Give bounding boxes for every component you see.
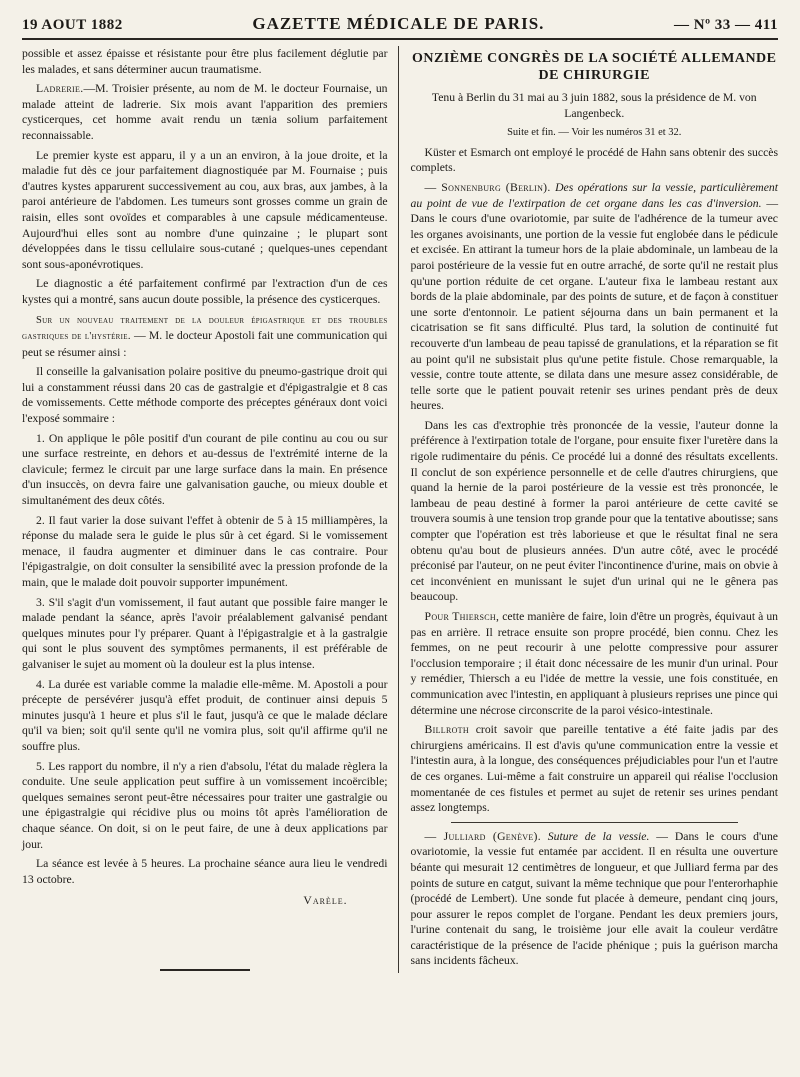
- paragraph: 4. La durée est variable comme la maladie elle-même. M. Apostoli a pour précepte de persévérer jusqu'à effet produit, de continuer ainsi depuis 5 minutes jusqu'à 1 heure et plus s'il le faut, jusqu'à ce que le malade déclare qu'il va bien; soit qu'il sente qu'il ne vomira plus, soit qu'il affirme qu'il ne souffre plus.: [22, 677, 388, 753]
- section-heading: Billroth: [424, 723, 469, 737]
- article-subtitle: Tenu à Berlin du 31 mai au 3 juin 1882, sous la présidence de M. von Langenbeck.: [431, 91, 757, 120]
- section-heading: Ladrerie.: [36, 82, 84, 96]
- left-column: [22, 46, 399, 973]
- article-title: ONZIÈME CONGRÈS DE LA SOCIÉTÉ ALLEMANDE DE CHIRURGIE: [411, 51, 777, 83]
- paragraph: possible et assez épaisse et résistante pour être plus facilement déglutie par les malades, et sans déterminer aucun traumatisme.: [22, 47, 388, 76]
- paragraph: Il conseille la galvanisation polaire positive du pneumo-gastrique droit qui lui a constamment réussi dans 20 cas de gastralgie et d'épigastralgie et 8 cas de vomissements. Cette méthode comporte des préceptes généraux dont voici l'exposé sommaire :: [22, 365, 388, 426]
- paragraph-text: —M. Troisier présente, au nom de M. le docteur Fournaise, un malade atteint de ladrerie. Six mois avant l'apparition des premiers cysticerques, cet homme avait rendu un tænia solium parfaitement reconnaissable.: [22, 82, 388, 142]
- paragraph-text: — Dans le cours d'une ovariotomie, la vessie fut entamée par accident. Il en résulta une ouverture béante qui mesurait 12 centimètres de longueur, et que Julliard ferma par des points de suture en catgut, suivant la même technique que pour l'enterorhaphie (procédé de Lembert). Une sonde fut placée à demeure, pendant cinq jours, pour assurer le repos complet de l'organe. Pendant les deux premiers jours, l'urine contenait du sang, le troisième jour elle avait la couleur verdâtre caractéristique de la présence de l'acide phénique ; puis la guérison marcha sans incidents fâcheux.: [410, 829, 778, 968]
- journal-title: GAZETTE MÉDICALE DE PARIS.: [252, 14, 545, 33]
- paragraph: Le premier kyste est apparu, il y a un an environ, à la joue droite, et la maladie fut dès ce jour parfaitement diagnostiquée par M. Fournaise ; puis d'autres kystes apparurent successivement au cou, aux bras, aux jambes, à la paroi antérieure de l'abdomen. Les tumeurs sont grosses comme un grain de raisin, elles sont ovoïdes et comparables à une capsule médicamenteuse. Aujourd'hui elles sont au nombre d'une quinzaine ; le plupart sont développées dans le tissu cellulaire sous-cutané ; quelques-unes cependant sont sous-aponévrotiques.: [22, 148, 388, 271]
- author-signature: Varèle.: [303, 894, 348, 908]
- paragraph: Küster et Esmarch ont employé le procédé de Hahn sans obtenir des succès complets.: [410, 145, 778, 175]
- page-header: [22, 14, 778, 40]
- paragraph-text: — M. le docteur Apostoli fait une communication qui peut se résumer ainsi :: [22, 329, 388, 359]
- paragraph: 3. S'il s'agit d'un vomissement, il faut autant que possible faire manger le malade pendant la séance, après l'avoir préalablement galvanisé pendant quelques minutes pour l'y préparer. Quant à l'épigastralgie et à la gastralgie qui sont le plus souvent des symptômes permanents, il est préférable de galvaniser le sujet au moment où la douleur est la plus intense.: [22, 595, 388, 671]
- article-note: Suite et fin. — Voir les numéros 31 et 32.: [507, 127, 682, 139]
- paragraph: [411, 722, 778, 816]
- paragraph: 2. Il faut varier la dose suivant l'effet à obtenir de 5 à 15 milliampères, la réponse du malade sera le guide le plus sûr à cet égard. Si le vomissement menace, il faudra augmenter et diminuer dans le cas contraire. Pour l'épigastralgie, on doit consulter la sensibilité avec la pression profonde de la main, que le malade doit pouvoir supporter impunément.: [22, 513, 388, 589]
- divider: [160, 969, 250, 971]
- section-heading: — Julliard (Genève).: [424, 829, 541, 843]
- paragraph: 5. Les rapport du nombre, il n'y a rien d'absolu, l'état du malade règlera la conduite. Une seule application peut suffire à un vomissement incoërcible; quelques semaines seront peut-être nécessaires pour traiter une gastralgie ou une épigastralgie qui récidive plus ou moins tôt après l'amélioration de chaque séance. On doit, si on le peut faire, de une à deux applications par jour.: [22, 759, 388, 851]
- divider: [451, 822, 738, 823]
- section-title: Des opérations sur la vessie, particulièrement au point de vue de l'extirpation de cet organe dans les cas d'inversion.: [410, 180, 779, 210]
- paragraph: [411, 609, 778, 718]
- columns: [22, 46, 778, 973]
- section-heading: Sur un nouveau traitement de la douleur épigastrique et des troubles gastriques de l'hystérie.: [22, 314, 388, 343]
- paragraph-text: croit savoir que pareille tentative a été faite jadis par des chirurgiens américains. Il est d'avis qu'une communication entre la vessie et l'intestin aura, à la longue, des conséquences préjudiciables pour l'un et l'autre de ces organes. Lui-même a fait construire un appareil qui réalise l'occlusion momentanée de ces fistules et permet au sujet de retenir ses urines pendant assez longtemps.: [410, 723, 779, 815]
- section-heading: Pour Thiersch,: [424, 610, 500, 623]
- right-column: [399, 46, 778, 973]
- paragraph: [411, 829, 778, 969]
- paragraph: La séance est levée à 5 heures. La prochaine séance aura lieu le vendredi 13 octobre.: [22, 857, 388, 886]
- issue-number: — Nº 33 — 411: [674, 17, 778, 33]
- issue-date: 19 AOUT 1882: [22, 17, 123, 33]
- paragraph-text: cette manière de faire, loin d'être un progrès, équivaut à un pas en arrière. Il retrace ensuite son propre procédé, bien connu. Chez les femmes, on ne peut recourir à une pelotte compressive pour assurer l'occlusion temporaire ; il était donc nécessaire de les munir d'un urinal. Pour y remédier, Thiersch a eu l'idée de mettre la vessie, une fois constituée, en communication avec l'intestin, en appliquant à plusieurs reprises une pince qui détermine une nécrose circonscrite de la paroi vésico-intestinale.: [410, 610, 779, 717]
- paragraph: [22, 81, 388, 143]
- paragraph: [411, 180, 778, 414]
- paragraph-text: — Dans le cours d'une ovariotomie, par suite de l'adhérence de la tumeur avec les organes avoisinants, une portion de la vessie fut englobée dans le pédicule et excisée. En attirant la tumeur hors de la plaie abdominale, un lambeau de la paroi postérieure de la vessie fut en outre arraché, de sorte qu'il ne restait plus qu'une portion réduite de cet organe. L'auteur fixa le lambeau restant aux bords de la plaie abdominale, par des points de suture, et de façon à constituer une sorte d'entonnoir. Le patient séjourna dans un bain permanent et la cicatrisation se fit sans difficulté. Plus tard, la solution de continuité fut recouverte d'un lambeau de peau tapissé de granulations, et la réparation se fit au point qu'il ne subsistait plus qu'une petite fistule. Chose remarquable, la vessie, contre toute attente, se dilata dans une mesure assez considérable, de telle sorte que le patient pouvait retenir ses urines pendant près de deux heures.: [410, 196, 779, 413]
- paragraph: Le diagnostic a été parfaitement confirmé par l'extraction d'un de ces kystes qui a montré, sans aucun doute possible, la présence des cysticerques.: [22, 277, 388, 306]
- paragraph: Dans les cas d'extrophie très prononcée de la vessie, l'auteur donne la préférence à l'extirpation totale de l'organe, pour ensuite fixer l'uretère dans la rigole rudimentaire du pénis. Ce procédé lui a donné des résultats excellents. Il conclut de son expérience personnelle et de celle d'autres chirurgiens, que quand la hernie de la paroi postérieure de la vessie est très prononcée, le lambeau de peau destiné à former la paroi antérieure de cette cavité se trouvera soumis à une tension trop grande pour que la tentative aboutisse; sans compter que l'opération est très laborieuse et que le résultat final ne sera obtenu qu'au bout de plusieurs années. D'un autre côté, avec le procédé préconisé par l'auteur, on ne peut éviter l'incontinence d'urine, mais on obvie à cet inconvénient en munissant le sujet d'un urinal qui ne le gênera pas beaucoup.: [410, 418, 778, 604]
- section-heading: — Sonnenburg (Berlin).: [424, 180, 551, 194]
- section-title: Suture de la vessie.: [547, 829, 650, 843]
- paragraph: [22, 312, 388, 361]
- paragraph: 1. On applique le pôle positif d'un courant de pile continu au cou ou sur une surface restreinte, en dehors et au-dessus de l'extrémité interne de la clavicule; fermez le circuit par une large surface dans la main. En présence d'un insuccès, on devra faire une galvanisation gauche, ou mieux double et simultanément des deux côtés.: [22, 431, 388, 508]
